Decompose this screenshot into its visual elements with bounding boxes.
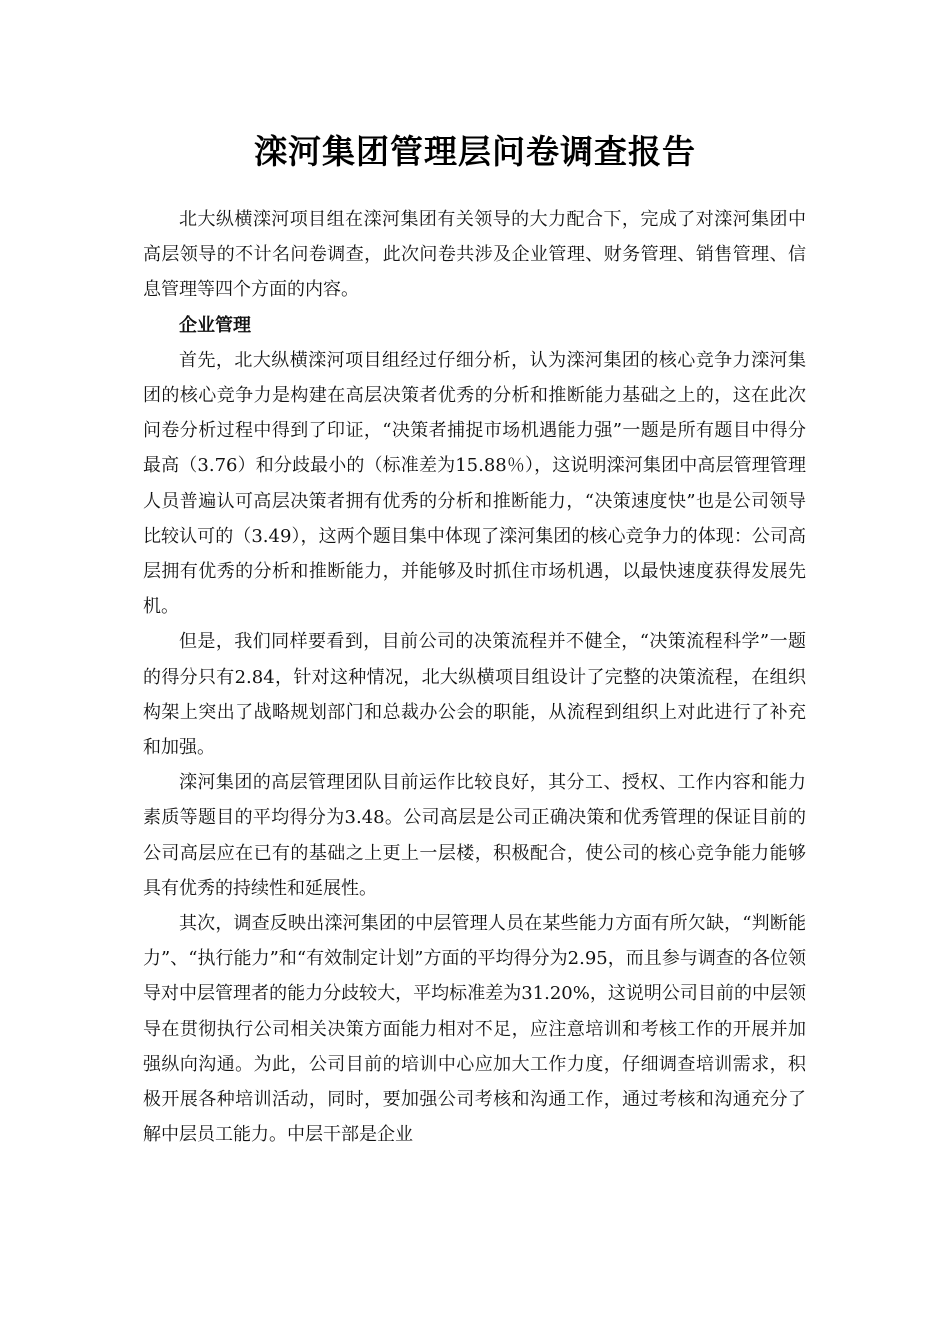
intro-paragraph: 北大纵横滦河项目组在滦河集团有关领导的大力配合下，完成了对滦河集团中高层领导的不计名问卷调查，此次问卷共涉及企业管理、财务管理、销售管理、信息管理等四个方面的内容。 xyxy=(143,209,806,301)
document-body xyxy=(143,202,806,1152)
body-paragraph: 其次，调查反映出滦河集团的中层管理人员在某些能力方面有所欠缺，“判断能力”、“执行能力”和“有效制定计划”方面的平均得分为2.95，而且参与调查的各位领导对中层管理者的能力分歧较大，平均标准差为31.20%，这说明公司目前的中层领导在贯彻执行公司相关决策方面能力相对不足，应注意培训和考核工作的开展并加强纵向沟通。为此，公司目前的培训中心应加大工作力度，仔细调查培训需求，积极开展各种培训活动，同时，要加强公司考核和沟通工作，通过考核和沟通充分了解中层员工能力。中层干部是企业 xyxy=(143,913,806,1146)
body-paragraph: 滦河集团的高层管理团队目前运作比较良好，其分工、授权、工作内容和能力素质等题目的平均得分为3.48。公司高层是公司正确决策和优秀管理的保证目前的公司高层应在已有的基础之上更上一层楼，积极配合，使公司的核心竞争能力能够具有优秀的持续性和延展性。 xyxy=(143,772,806,899)
section-heading: 企业管理 xyxy=(179,314,251,336)
body-paragraph: 但是，我们同样要看到，目前公司的决策流程并不健全，“决策流程科学”一题的得分只有2.84，针对这种情况，北大纵横项目组设计了完整的决策流程，在组织构架上突出了战略规划部门和总裁办公会的职能，从流程到组织上对此进行了补充和加强。 xyxy=(143,631,806,759)
document-title: 滦河集团管理层问卷调查报告 xyxy=(254,132,696,171)
body-paragraph: 首先，北大纵横滦河项目组经过仔细分析，认为滦河集团的核心竞争力滦河集团的核心竞争力是构建在高层决策者优秀的分析和推断能力基础之上的，这在此次问卷分析过程中得到了印证，“决策者捕捉市场机遇能力强”一题是所有题目中得分最高（3.76）和分歧最小的（标准差为15.88％），这说明滦河集团中高层管理管理人员普遍认可高层决策者拥有优秀的分析和推断能力，“决策速度快”也是公司领导比较认可的（3.49），这两个题目集中体现了滦河集团的核心竞争力的体现：公司高层拥有优秀的分析和推断能力，并能够及时抓住市场机遇，以最快速度获得发展先机。 xyxy=(143,349,806,618)
